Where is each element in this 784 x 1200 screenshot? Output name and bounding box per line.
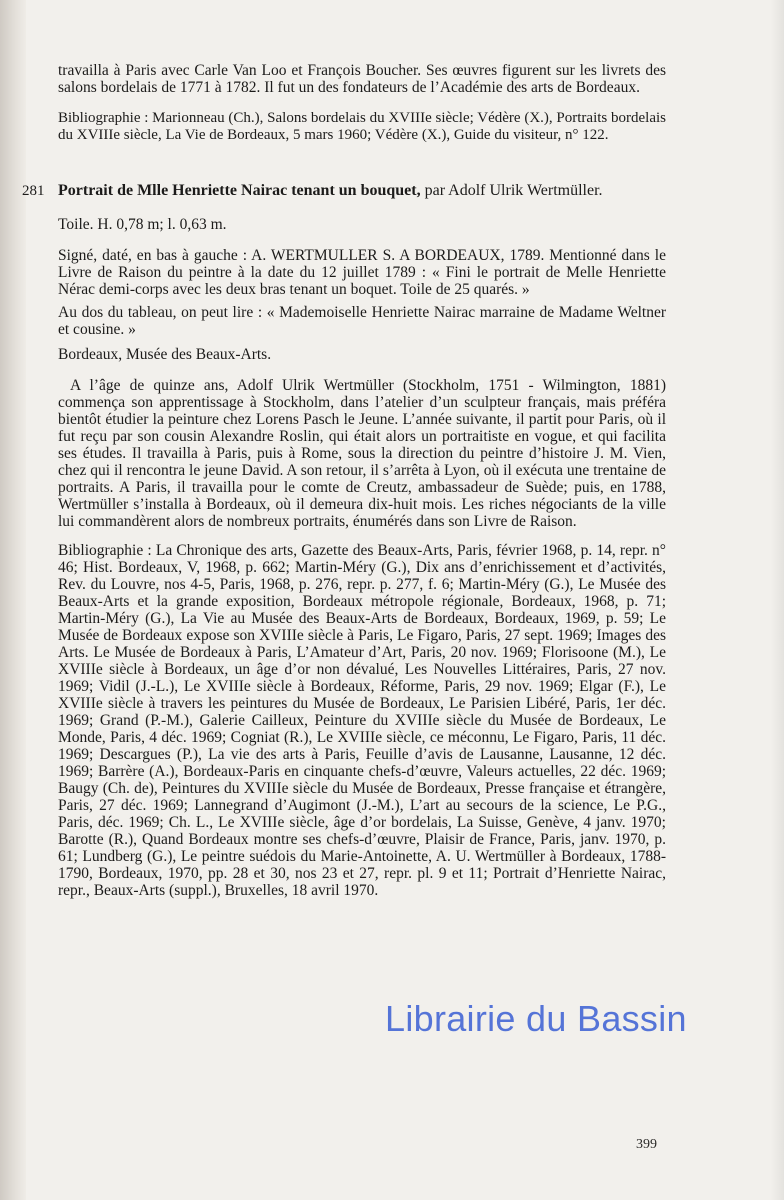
previous-entry-bibliography: Bibliographie : Marionneau (Ch.), Salons bordelais du XVIIIe siècle; Védère (X.), Portraits bordelais du XVIIIe siècle, La Vie de Bordeaux, 5 mars 1960; Védère (X.), Guide du visiteur, n° 122. xyxy=(58,110,666,143)
entry-bibliography: Bibliographie : La Chronique des arts, Gazette des Beaux-Arts, Paris, février 1968, p. 14, repr. n° 46; Hist. Bordeaux, V, 1968, p. 662; Martin-Méry (G.), Dix ans d’enrichissement et d’activités, Rev. du Louvre, nos 4-5, Paris, 1968, p. 276, repr. p. 277, f. 6; Martin-Méry (G.), Le Musée des Beaux-Arts et la grande exposition, Bordeaux métropole régionale, Bordeaux, 1968, p. 71; Martin-Méry (G.), La Vie au Musée des Beaux-Arts de Bordeaux, Bordeaux, 1969, p. 59; Le Musée de Bordeaux expose son XVIIIe siècle à Paris, Le Figaro, Paris, 27 sept. 1969; Images des Arts. Le Musée de Bordeaux à Paris, L’Amateur d’Art, Paris, 20 nov. 1969; Florisoone (M.), Le XVIIIe siècle à Bordeaux, un âge d’or non dévalué, Les Nouvelles Littéraires, Paris, 27 nov. 1969; Vidil (J.-L.), Le XVIIIe siècle à Bordeaux, Réforme, Paris, 29 nov. 1969; Elgar (F.), Le XVIIIe siècle à travers les peintures du Musée de Bordeaux, Le Parisien Libéré, Paris, 1er déc. 1969; Grand (P.-M.), Galerie Cailleux, Peinture du XVIIIe siècle du Musée de Bordeaux, Le Monde, Paris, 4 déc. 1969; Cogniat (R.), Le XVIIIe siècle, ce méconnu, Le Figaro, Paris, 11 déc. 1969; Descargues (P.), La vie des arts à Paris, Feuille d’avis de Lausanne, Lausanne, 12 déc. 1969; Barrère (A.), Bordeaux-Paris en cinquante chefs-d’œuvre, Valeurs actuelles, 22 déc. 1969; Baugy (Ch. de), Peintures du XVIIIe siècle du Musée de Bordeaux, Presse française et étrangère, Paris, 27 déc. 1969; Lannegrand d’Augimont (J.-M.), L’art au secours de la science, Le P.G., Paris, déc. 1969; Ch. L., Le XVIIIe siècle, âge d’or bordelais, La Suisse, Genève, 4 janv. 1970; Barotte (R.), Quand Bordeaux montre ses chefs-d’œuvre, Plaisir de France, Paris, janv. 1970, p. 61; Lundberg (G.), Le peintre suédois du Marie-Antoinette, A. U. Wertmüller à Bordeaux, 1788-1790, Bordeaux, 1970, pp. 28 et 30, nos 23 et 27, repr. pl. 9 et 11; Portrait d’Henriette Nairac, repr., Beaux-Arts (suppl.), Bruxelles, 18 avril 1970. xyxy=(58,542,666,899)
entry-signature: Signé, daté, en bas à gauche : A. WERTMULLER S. A BORDEAUX, 1789. Mentionné dans le Livre de Raison du peintre à la date du 12 juillet 1789 : « Fini le portrait de Melle Henriette Nérac demi-corps avec les deux bras tenant un boquet. Toile de 25 quarés. » xyxy=(58,247,666,298)
page-number: 399 xyxy=(636,1137,657,1152)
book-gutter xyxy=(0,0,26,1200)
watermark: Librairie du Bassin xyxy=(385,998,687,1039)
entry-location: Bordeaux, Musée des Beaux-Arts. xyxy=(58,346,272,363)
previous-entry-body: travailla à Paris avec Carle Van Loo et François Boucher. Ses œuvres figurent sur les livrets des salons bordelais de 1771 à 1782. Il fut un des fondateurs de l’Académie des arts de Bordeaux. xyxy=(58,62,666,96)
entry-author: par Adolf Ulrik Wertmüller. xyxy=(424,182,603,199)
page-shadow xyxy=(770,0,784,1200)
document-page xyxy=(22,62,666,913)
entry-biography: A l’âge de quinze ans, Adolf Ulrik Wertmüller (Stockholm, 1751 - Wilmington, 1881) commença son apprentissage à Stockholm, dans l’atelier d’un sculpteur français, mais préféra bientôt étudier la peinture chez Lorens Pasch le Jeune. L’année suivante, il partit pour Paris, où il fut reçu par son cousin Alexandre Roslin, qui était alors un portraitiste en vogue, et qui facilita ses études. Il travailla à Paris, puis à Rome, sous la direction du peintre d’histoire J. M. Vien, chez qui il rencontra le jeune David. A son retour, il s’arrêta à Lyon, où il exécuta une trentaine de portraits. A Paris, il travailla pour le comte de Creutz, ambassadeur de Suède; puis, en 1788, Wertmüller s’installa à Bordeaux, où il demeura dix-huit mois. Les riches négociants de la ville lui commandèrent alors de nombreux portraits, énumérés dans son Livre de Raison. xyxy=(58,377,666,530)
entry-heading xyxy=(22,182,666,200)
entry-verso: Au dos du tableau, on peut lire : « Mademoiselle Henriette Nairac marraine de Madame Weltner et cousine. » xyxy=(58,304,666,338)
entry-number: 281 xyxy=(22,183,45,199)
entry-medium: Toile. H. 0,78 m; l. 0,63 m. xyxy=(58,216,227,233)
entry-title: Portrait de Mlle Henriette Nairac tenant un bouquet, xyxy=(58,182,421,199)
